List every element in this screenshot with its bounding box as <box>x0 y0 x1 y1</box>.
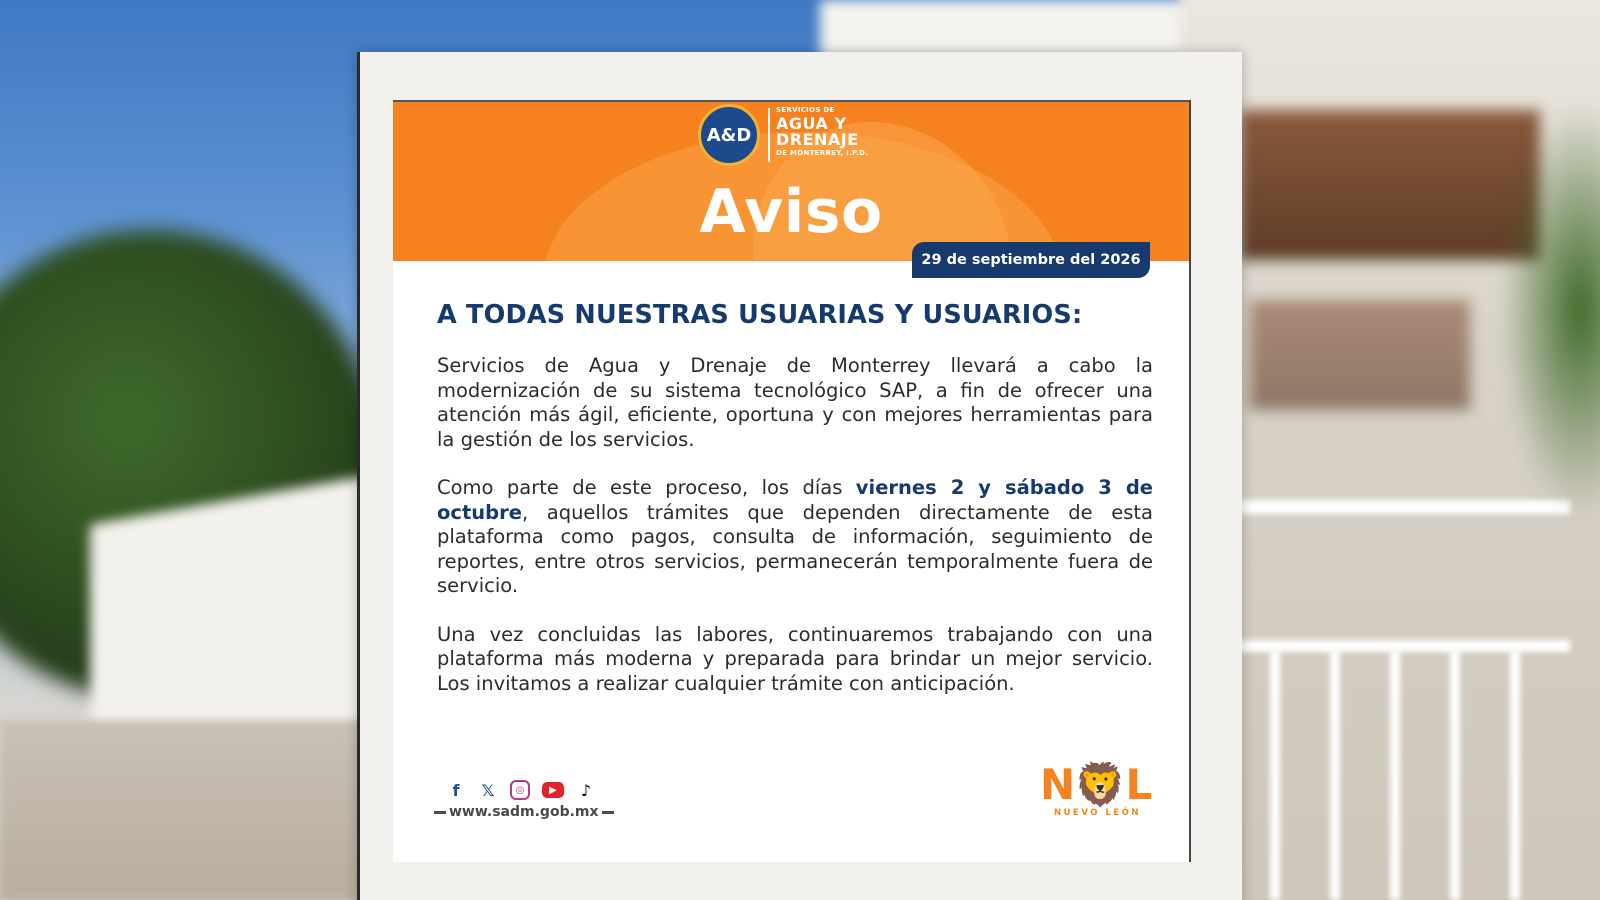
paragraph-2 <box>437 476 1153 599</box>
instagram-icon[interactable]: ◎ <box>510 780 530 800</box>
sadm-logo <box>698 104 898 166</box>
nuevo-leon-mark: N🦁L <box>1040 760 1152 809</box>
notice-headline: A TODAS NUESTRAS USUARIAS Y USUARIOS: <box>437 300 1083 330</box>
logo-line-1: SERVICIOS DE <box>776 106 835 114</box>
logo-line-4: DE MONTERREY, I.P.D. <box>776 149 869 157</box>
notice-body <box>437 300 1153 720</box>
paragraph-3: Una vez concluidas las labores, continuaremos trabajando con una plataforma más moderna y preparada para brindar un mejor servicio. Los invitamos a realizar cualquier trámite con anticipación. <box>437 622 1153 695</box>
notice-title: Aviso <box>699 177 883 247</box>
logo-line-2: AGUA Y <box>776 114 847 133</box>
nuevo-leon-logo <box>1040 760 1155 824</box>
x-icon[interactable]: 𝕏 <box>481 780 495 800</box>
paragraph-2-pre: Como parte de este proceso, los días <box>437 476 856 499</box>
notice-header <box>393 100 1189 261</box>
sadm-seal-icon: A&D <box>698 104 760 166</box>
website-link[interactable]: www.sadm.gob.mx <box>431 804 617 820</box>
paragraph-2-highlight: viernes 2 y sábado 3 de octubre <box>437 476 1153 524</box>
notice-card <box>393 100 1189 862</box>
logo-line-3: DRENAJE <box>776 130 859 149</box>
date-badge: 29 de septiembre del 2026 <box>912 242 1150 278</box>
tiktok-icon[interactable]: ♪ <box>580 780 592 800</box>
paragraph-1: Servicios de Agua y Drenaje de Monterrey llevará a cabo la modernización de su sistema tecnológico SAP, a fin de ofrecer una atención más ágil, eficiente, oportuna y con mejores herramientas para la gestión de los servicios. <box>437 354 1153 451</box>
nuevo-leon-label: NUEVO LEÓN <box>1054 808 1141 818</box>
social-icons <box>446 780 596 800</box>
paragraph-2-post: , aquellos trámites que dependen directamente de esta plataforma como pagos, consulta de información, seguimiento de reportes, entre otros servicios, permanecerán temporalmente fuera de servicio. <box>437 500 1153 597</box>
youtube-icon[interactable]: ▶ <box>542 782 564 798</box>
facebook-icon[interactable]: f <box>452 780 460 800</box>
